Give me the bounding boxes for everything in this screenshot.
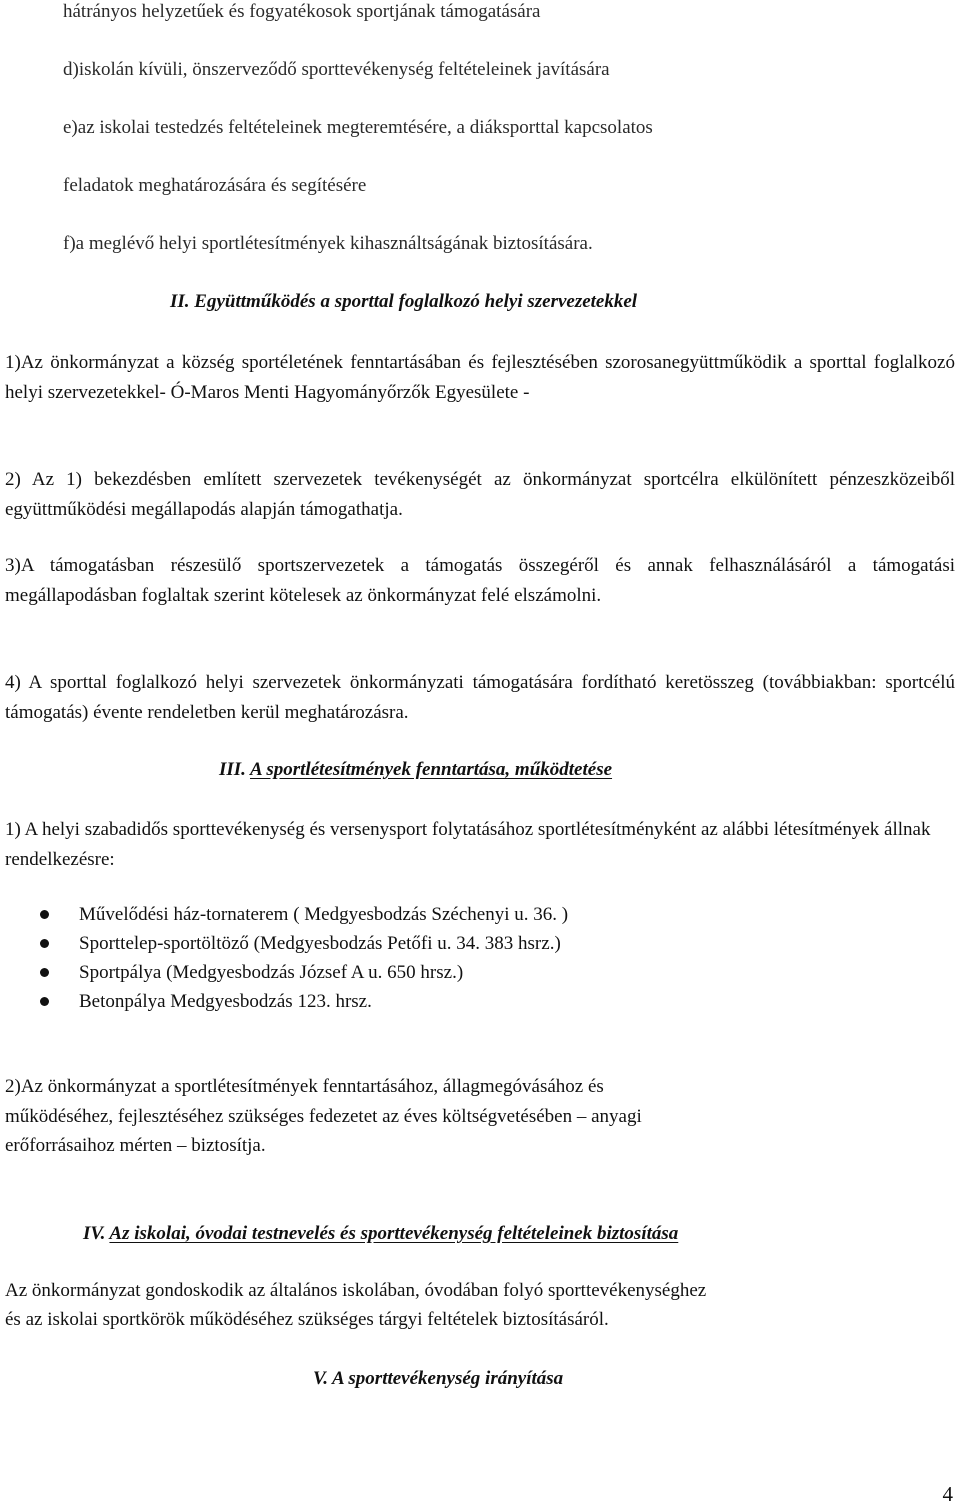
section-5-heading: [313, 1367, 563, 1391]
facility-text: Betonpálya Medgyesbodzás 123. hrsz.: [79, 991, 372, 1012]
section-3-number: III.: [219, 759, 246, 780]
section-2-paragraph-4: 4) A sporttal foglalkozó helyi szervezetek önkormányzati támogatására fordítható keretösszeg (továbbiakban: sportcélú támogatás) évente rendeletben kerül meghatározásra.: [5, 672, 955, 723]
section-3-paragraph-2-line-1: 2)Az önkormányzat a sportlétesítmények fenntartásához, állagmegóvásához és: [5, 1076, 604, 1097]
section-2-title: Együttműködés a sporttal foglalkozó helyi szervezetekkel: [194, 291, 638, 312]
list-item: [40, 929, 568, 958]
list-item: [40, 958, 568, 987]
section-2-number: II.: [170, 291, 190, 312]
section-3-paragraph-2-line-2: működéséhez, fejlesztéséhez szükséges fedezetet az éves költségvetésében – anyagi: [5, 1106, 642, 1127]
section-2-paragraph-3: 3)A támogatásban részesülő sportszervezetek a támogatás összegéről és annak felhasználásáról a támogatási megállapodásban foglaltak szerint kötelesek az önkormányzat felé elszámolni.: [5, 555, 955, 606]
intro-line-3: e)az iskolai testedzés feltételeinek megteremtésére, a diáksporttal kapcsolatos: [63, 117, 653, 138]
section-2-paragraph-1: 1)Az önkormányzat a község sportéletének fenntartásában és fejlesztésében szorosanegyüttműködik a sporttal foglalkozó helyi szervezetekkel- Ó-Maros Menti Hagyományőrzők Egyesülete -: [5, 352, 955, 403]
intro-line-2: d)iskolán kívüli, önszerveződő sporttevékenység feltételeinek javítására: [63, 59, 610, 80]
facility-text: Sportpálya (Medgyesbodzás József A u. 650 hrsz.): [79, 962, 464, 983]
section-5-title: A sporttevékenység irányítása: [332, 1368, 564, 1389]
facility-text: Sporttelep-sportöltöző (Medgyesbodzás Petőfi u. 34. 383 hsrz.): [79, 933, 561, 954]
section-2-heading: [170, 290, 637, 314]
page-number: 4: [942, 1482, 953, 1506]
facility-text: Művelődési ház-tornaterem ( Medgyesbodzás Széchenyi u. 36. ): [79, 904, 569, 925]
intro-line-1: hátrányos helyzetűek és fogyatékosok sportjának támogatására: [63, 1, 541, 22]
section-3-heading: [219, 758, 612, 782]
section-2-paragraph-2: 2) Az 1) bekezdésben említett szervezetek tevékenységét az önkormányzat sportcélra elkülönített pénzeszközeiből együttműködési megállapodás alapján támogathatja.: [5, 469, 955, 520]
section-3-paragraph-1: 1) A helyi szabadidős sporttevékenység és versenysport folytatásához sportlétesítményként az alábbi létesítmények állnak rendelkezésre:: [5, 819, 931, 870]
list-item: [40, 900, 568, 929]
intro-line-4: feladatok meghatározására és segítésére: [63, 175, 367, 196]
section-4-paragraph-line-2: és az iskolai sportkörök működéséhez szükséges tárgyi feltételek biztosításáról.: [5, 1309, 609, 1330]
section-4-title: Az iskolai, óvodai testnevelés és sporttevékenység feltételeinek biztosítása: [109, 1223, 679, 1244]
section-5-number: V.: [313, 1368, 328, 1389]
intro-line-5: f)a meglévő helyi sportlétesítmények kihasználtságának biztosítására.: [63, 233, 593, 254]
section-3-title: A sportlétesítmények fenntartása, működtetése: [249, 759, 613, 780]
bullet-icon: [40, 968, 49, 977]
section-4-paragraph-line-1: Az önkormányzat gondoskodik az általános iskolában, óvodában folyó sporttevékenységhez: [5, 1280, 707, 1301]
section-4-number: IV.: [83, 1223, 106, 1244]
list-item: [40, 987, 568, 1016]
section-4-heading: [83, 1222, 678, 1246]
section-3-paragraph-2-line-3: erőforrásaihoz mérten – biztosítja.: [5, 1135, 266, 1156]
bullet-icon: [40, 939, 49, 948]
bullet-icon: [40, 997, 49, 1006]
bullet-icon: [40, 910, 49, 919]
facilities-list: [40, 900, 568, 1016]
